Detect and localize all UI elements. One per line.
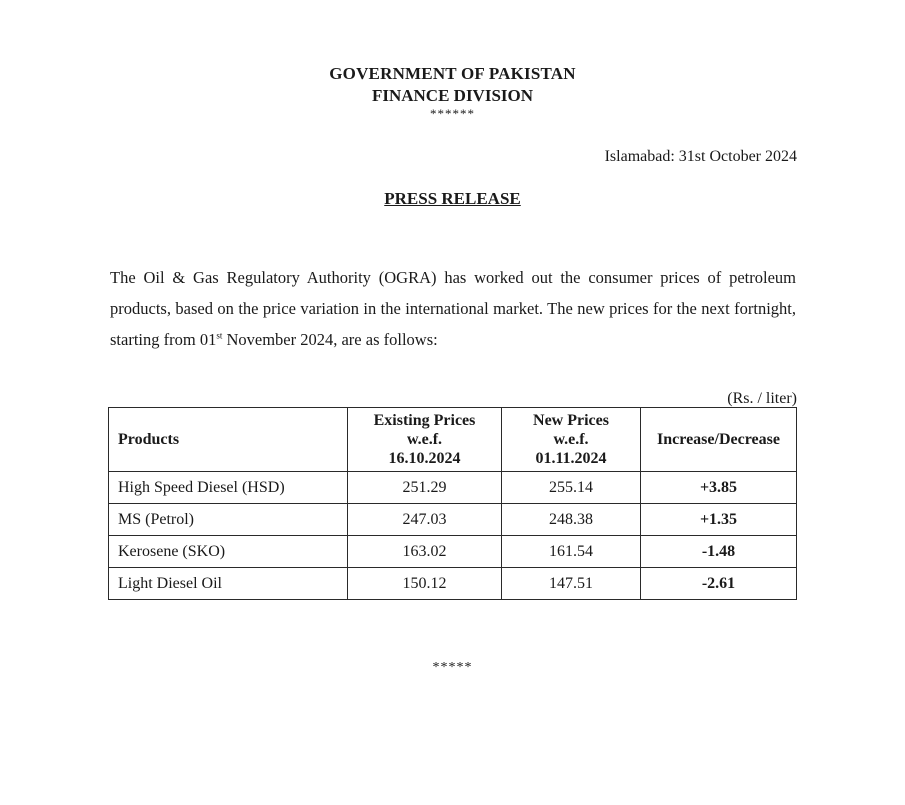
units-label: (Rs. / liter) [727,390,797,407]
table-row [109,472,797,504]
table-header-row [109,408,797,472]
body-superscript: st [216,330,223,341]
government-heading: GOVERNMENT OF PAKISTAN [329,64,576,83]
existing-price: 150.12 [348,568,502,600]
header-new-prices [502,408,641,472]
body-paragraph [110,262,796,355]
header-existing-line1: Existing Prices [373,412,476,429]
footer-separator: ***** [432,660,473,675]
new-price: 255.14 [502,472,641,504]
header-products: Products [109,408,348,472]
header-new-line3: 01.11.2024 [535,450,607,467]
price-change: -1.48 [641,536,797,568]
price-change: +1.35 [641,504,797,536]
header-increase-decrease: Increase/Decrease [641,408,797,472]
product-name: MS (Petrol) [109,504,348,536]
existing-price: 251.29 [348,472,502,504]
division-heading: FINANCE DIVISION [371,86,534,105]
dateline: Islamabad: 31st October 2024 [604,148,797,165]
new-price: 248.38 [502,504,641,536]
header-new-line2: w.e.f. [553,431,589,448]
body-text-after: November 2024, are as follows: [222,330,438,349]
product-name: Light Diesel Oil [109,568,348,600]
new-price: 161.54 [502,536,641,568]
table-row [109,504,797,536]
new-price: 147.51 [502,568,641,600]
table-row [109,568,797,600]
existing-price: 247.03 [348,504,502,536]
header-separator: ****** [430,106,475,121]
table-row [109,536,797,568]
price-table [108,407,797,600]
product-name: Kerosene (SKO) [109,536,348,568]
price-change: +3.85 [641,472,797,504]
existing-price: 163.02 [348,536,502,568]
press-release-title-text: PRESS RELEASE [384,189,521,208]
header-new-line1: New Prices [533,412,609,429]
press-release-title [0,189,905,209]
header-existing-line3: 16.10.2024 [388,450,461,467]
price-change: -2.61 [641,568,797,600]
body-text-before: The Oil & Gas Regulatory Authority (OGRA) has worked out the consumer prices of petroleum products, based on the price variation in the international market. The new prices for the next fortnight, starting from 01 [110,268,796,349]
header-existing-line2: w.e.f. [406,431,443,448]
product-name: High Speed Diesel (HSD) [109,472,348,504]
header-existing-prices [348,408,502,472]
